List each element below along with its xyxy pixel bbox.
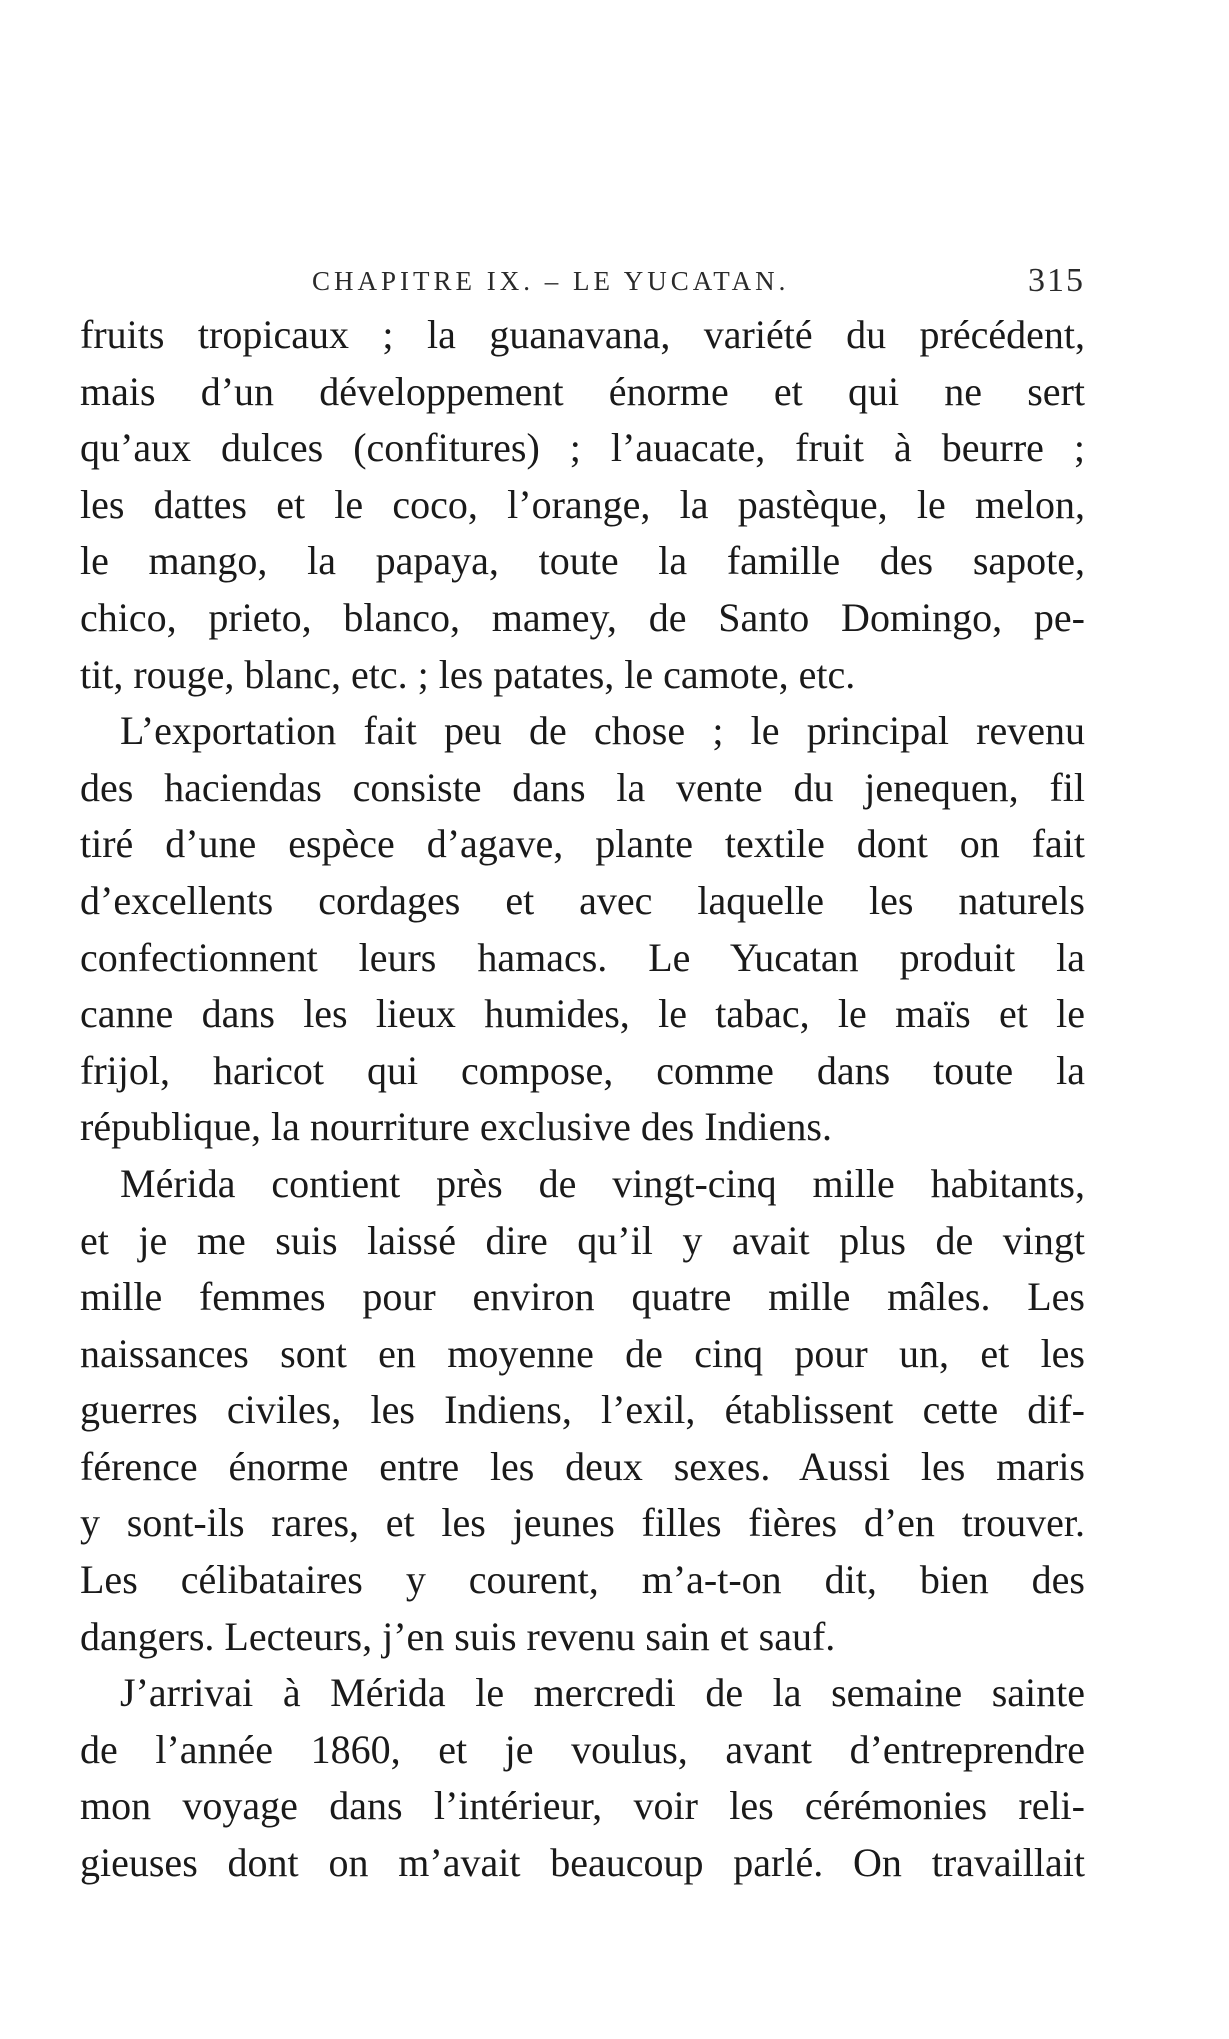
text-line: gieuses dont on m’avait beaucoup parlé. On travaillait	[80, 1840, 1085, 1886]
text-line: frijol, haricot qui compose, comme dans toute la	[80, 1047, 1085, 1093]
text-line: L’exportation fait peu de chose ; le principal revenu	[120, 708, 1085, 754]
text-line: qu’aux dulces (confitures) ; l’auacate, fruit à beurre ;	[80, 425, 1085, 471]
text-line: mais d’un développement énorme et qui ne sert	[80, 368, 1085, 414]
paragraph	[80, 1665, 1085, 1891]
text-line: et je me suis laissé dire qu’il y avait plus de vingt	[80, 1217, 1085, 1263]
text-line: confectionnent leurs hamacs. Le Yucatan produit la	[80, 934, 1085, 980]
text-line: guerres civiles, les Indiens, l’exil, établissent cette dif-	[80, 1387, 1085, 1433]
chapter-title: CHAPITRE IX. – LE YUCATAN.	[312, 266, 790, 296]
text-line: chico, prieto, blanco, mamey, de Santo Domingo, pe-	[80, 594, 1085, 640]
text-line: y sont-ils rares, et les jeunes filles fières d’en trouver.	[80, 1500, 1085, 1546]
text-line: les dattes et le coco, l’orange, la pastèque, le melon,	[80, 481, 1085, 527]
text-line: canne dans les lieux humides, le tabac, le maïs et le	[80, 991, 1085, 1037]
paragraph	[80, 703, 1085, 1156]
text-line: des haciendas consiste dans la vente du jenequen, fil	[80, 764, 1085, 810]
text-line: tiré d’une espèce d’agave, plante textile dont on fait	[80, 821, 1085, 867]
text-line: fruits tropicaux ; la guanavana, variété du précédent,	[80, 312, 1085, 357]
text-line: mille femmes pour environ quatre mille mâles. Les	[80, 1274, 1085, 1320]
paragraph	[80, 1156, 1085, 1665]
text-line: tit, rouge, blanc, etc. ; les patates, le camote, etc.	[80, 651, 856, 697]
text-line: de l’année 1860, et je voulus, avant d’entreprendre	[80, 1726, 1085, 1772]
text-line: J’arrivai à Mérida le mercredi de la semaine sainte	[120, 1670, 1085, 1716]
text-line: mon voyage dans l’intérieur, voir les cérémonies reli-	[80, 1783, 1085, 1829]
text-line: férence énorme entre les deux sexes. Aussi les maris	[80, 1443, 1085, 1489]
text-line: Mérida contient près de vingt-cinq mille habitants,	[120, 1160, 1085, 1206]
text-line: d’excellents cordages et avec laquelle les naturels	[80, 877, 1085, 923]
text-line: Les célibataires y courent, m’a-t-on dit, bien des	[80, 1557, 1085, 1603]
running-head	[80, 262, 1085, 302]
page-number: 315	[1028, 262, 1085, 299]
text-line: dangers. Lecteurs, j’en suis revenu sain et sauf.	[80, 1613, 836, 1659]
body-text	[80, 307, 1085, 1892]
text-line: république, la nourriture exclusive des Indiens.	[80, 1104, 832, 1150]
text-line: le mango, la papaya, toute la famille des sapote,	[80, 538, 1085, 584]
text-line: naissances sont en moyenne de cinq pour un, et les	[80, 1330, 1085, 1376]
paragraph	[80, 307, 1085, 703]
